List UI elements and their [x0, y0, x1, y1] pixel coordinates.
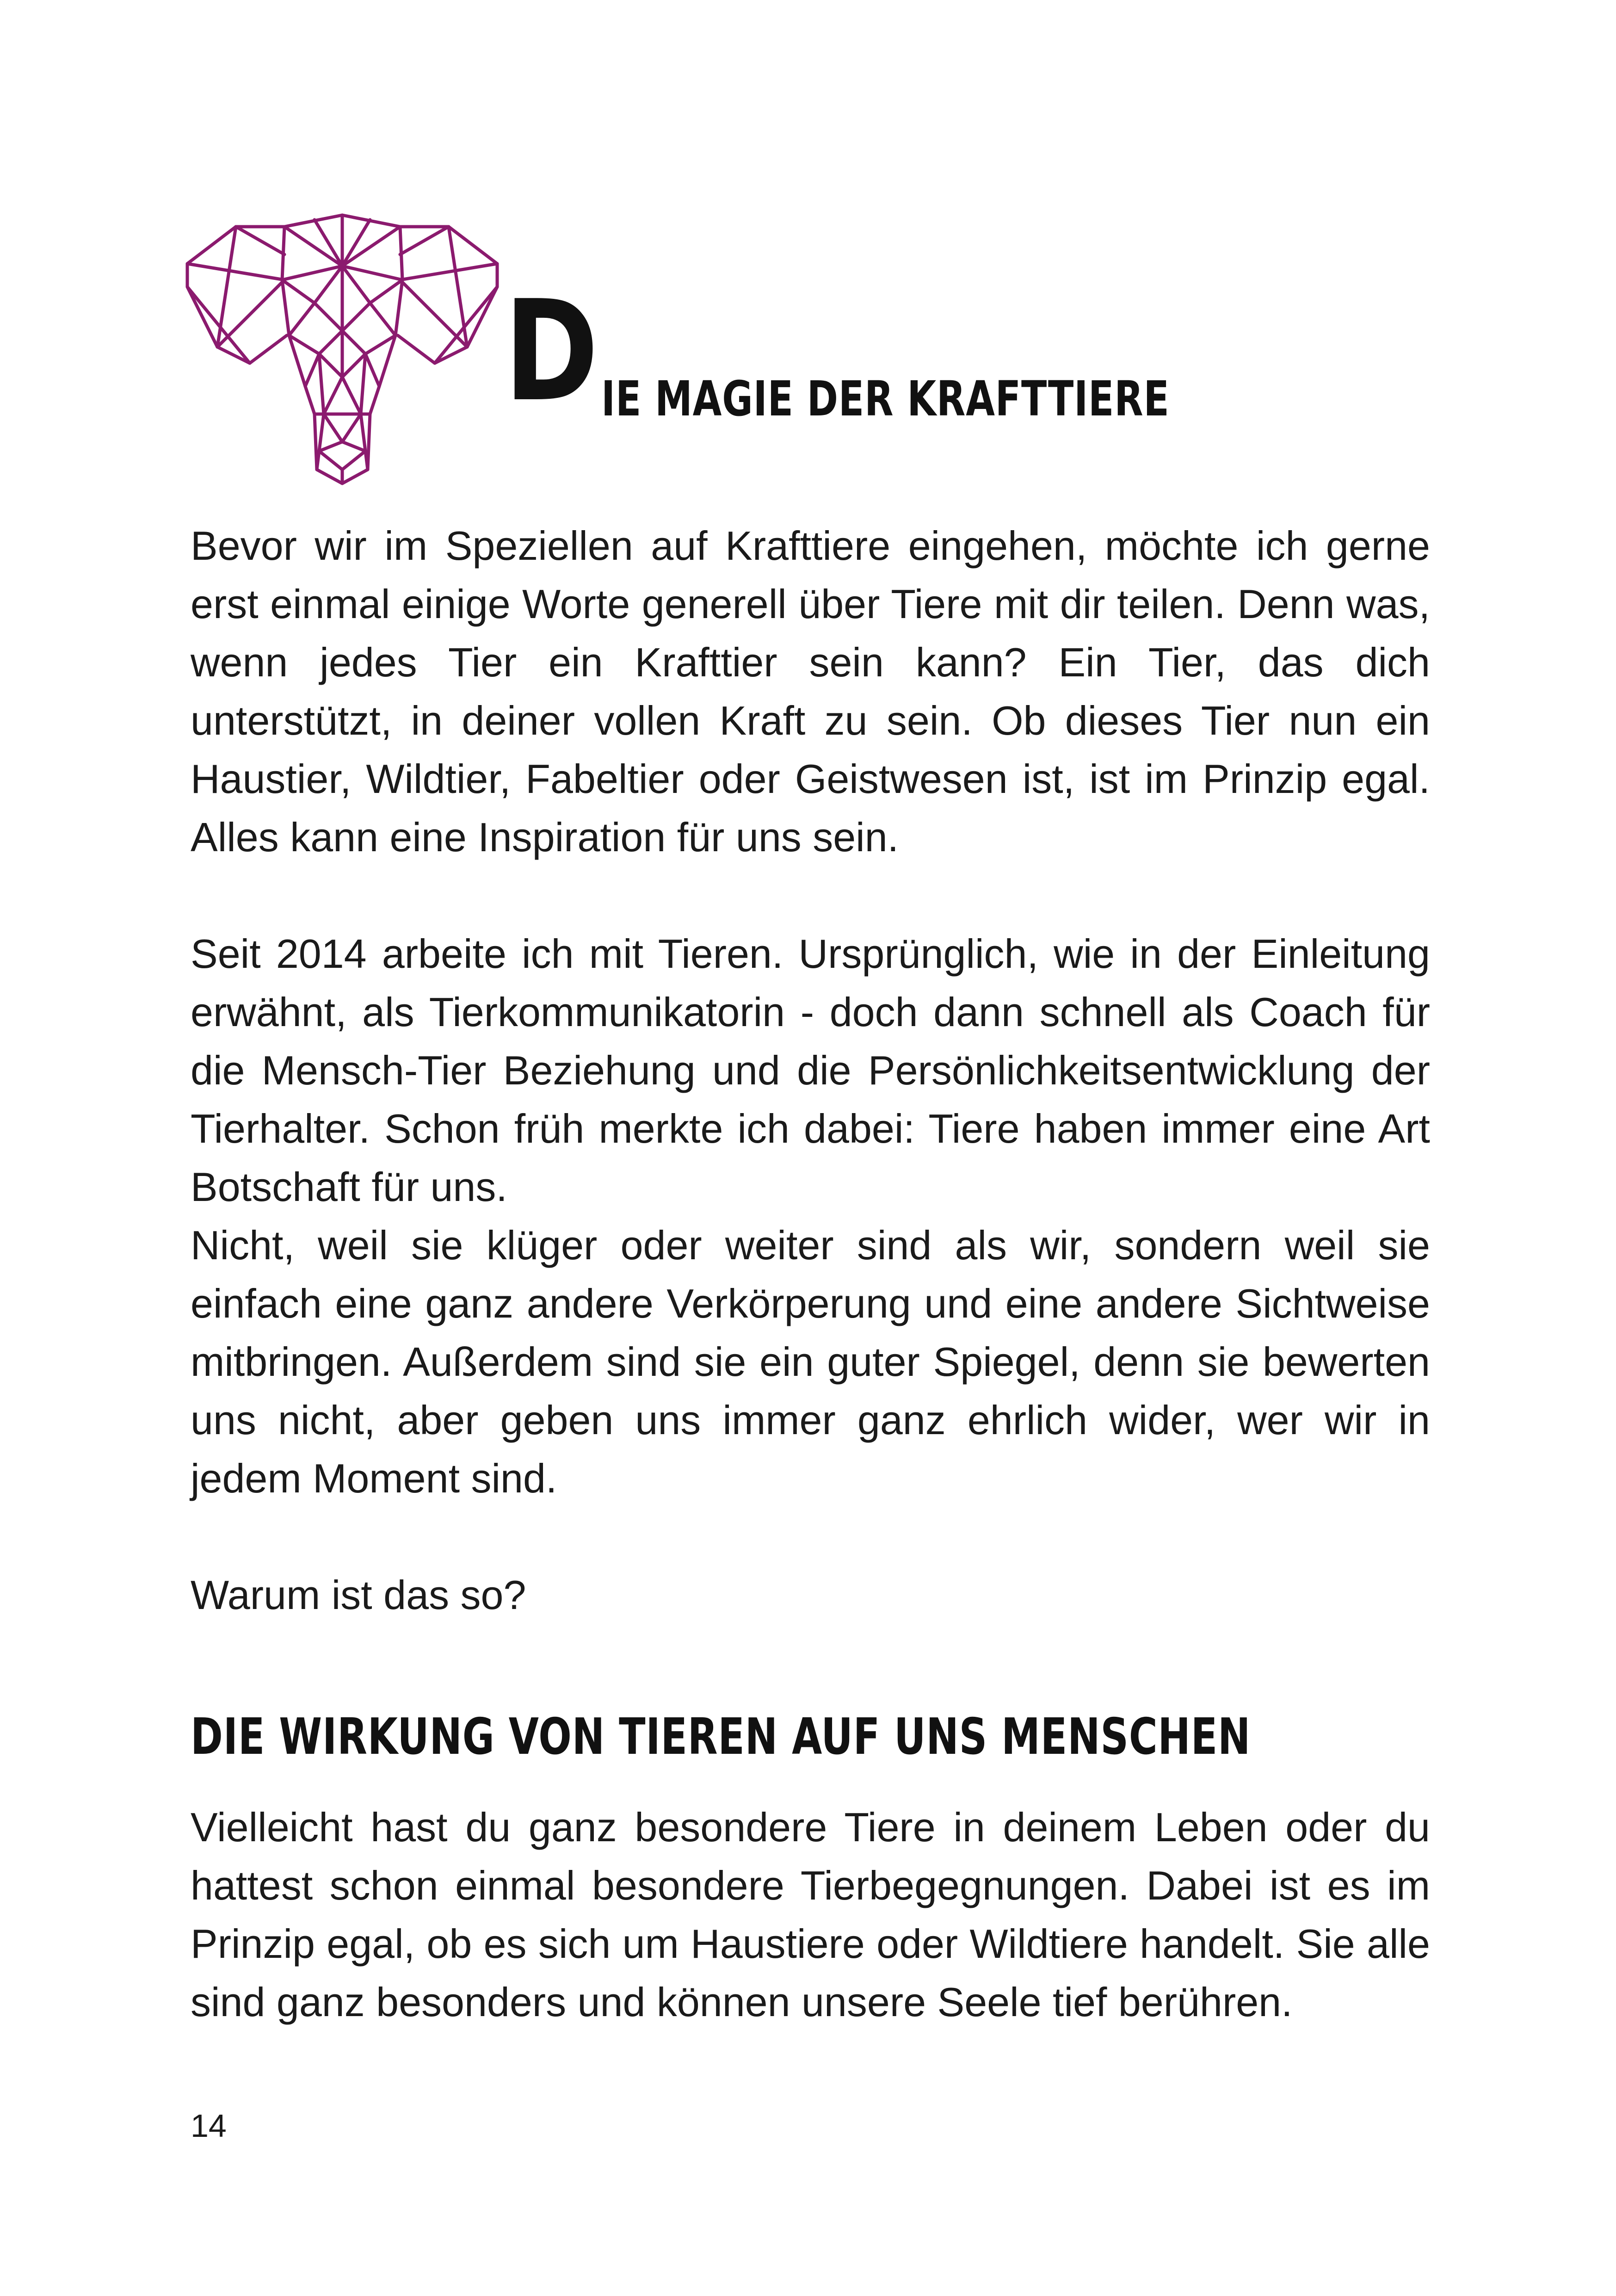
body-paragraph-2: Seit 2014 arbeite ich mit Tieren. Ursprünglich, wie in der Einleitung erwähnt, als Tierkommunikatorin - doch dann schnell als Coach für die Mensch-Tier Beziehung und die Persönlichkeitsentwicklung der Tierhalter. Schon früh merkte ich dabei: Tiere haben immer eine Art Botschaft für uns.: [191, 931, 1430, 1210]
body-paragraph-4: Warum ist das so?: [191, 1572, 526, 1618]
body-paragraph-1: Bevor wir im Speziellen auf Krafttiere eingehen, möchte ich gerne erst einmal einige Worte generell über Tiere mit dir teilen. Denn was, wenn jedes Tier ein Krafttier sein kann? Ein Tier, das dich unterstützt, in deiner vollen Kraft zu sein. Ob dieses Tier nun ein Haustier, Wildtier, Fabeltier oder Geistwesen ist, ist im Prinzip egal. Alles kann eine Inspiration für uns sein.: [191, 523, 1430, 860]
section-paragraph: Vielleicht hast du ganz besondere Tiere in deinem Leben oder du hattest schon einmal besondere Tierbegegnungen. Dabei ist es im Prinzip egal, ob es sich um Haustiere oder Wildtiere handelt. Sie alle sind ganz besonders und können unsere Seele tief berühren.: [191, 1804, 1430, 2025]
section-heading: DIE WIRKUNG VON TIEREN AUF UNS MENSCHEN: [191, 1708, 1251, 1766]
elephant-geometric-icon: [185, 210, 500, 488]
drop-cap: D: [504, 271, 599, 432]
body-paragraph-3: Nicht, weil sie klüger oder weiter sind als wir, sondern weil sie einfach eine ganz andere Verkörperung und eine andere Sichtweise mitbringen. Außerdem sind sie ein guter Spiegel, denn sie bewerten uns nicht, aber geben uns immer ganz ehrlich wider, wer wir in jedem Moment sind.: [191, 1222, 1430, 1501]
chapter-title-text: IE MAGIE DER KRAFTTIERE: [601, 371, 1170, 427]
page-number: 14: [191, 2108, 227, 2144]
